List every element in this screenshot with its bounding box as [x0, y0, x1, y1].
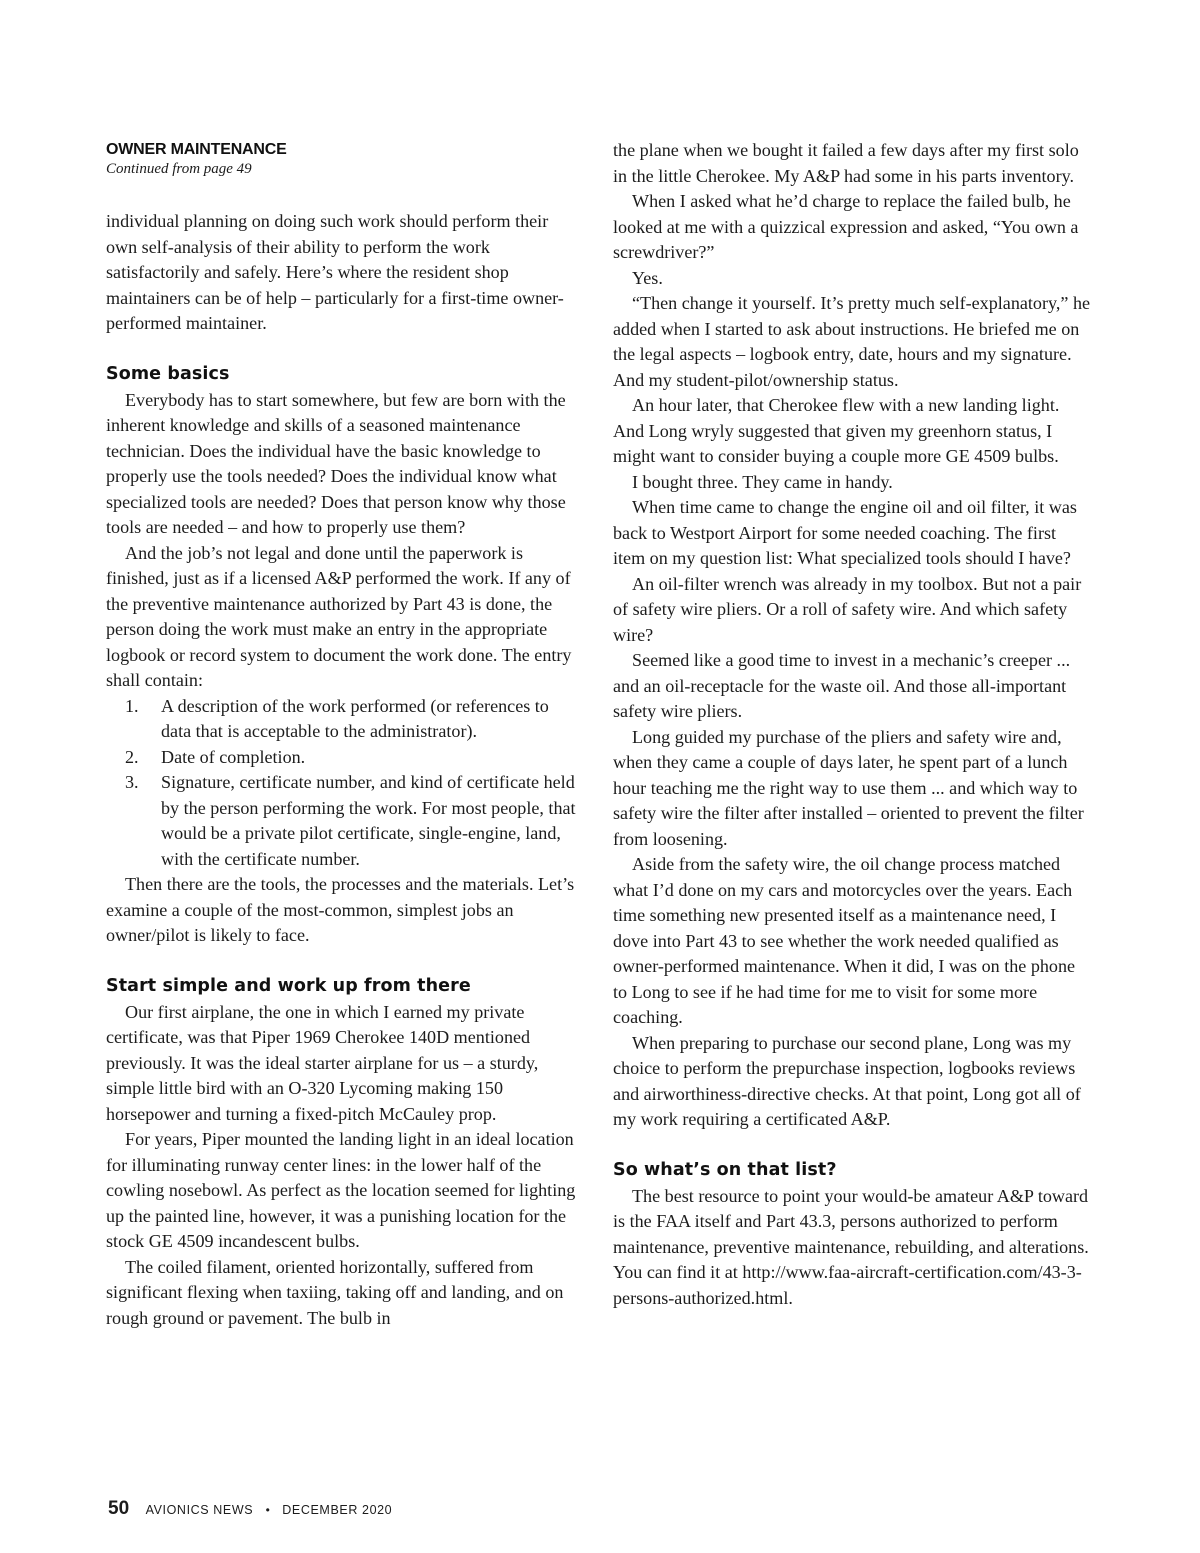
paragraph: Everybody has to start somewhere, but few are born with the inherent knowledge and skills of a seasoned maintenance technician. Does the individual have the basic knowledge to properly use the tools needed? Does the individual know what specialized tools are needed? Does that person know why those tools are needed – and how to properly use them? [106, 389, 566, 537]
list-item [106, 770, 582, 872]
issue-date: DECEMBER 2020 [282, 1503, 393, 1517]
section-label: OWNER MAINTENANCE [106, 141, 287, 158]
publication-name: AVIONICS NEWS [145, 1503, 254, 1517]
paragraph: An oil-filter wrench was already in my toolbox. But not a pair of safety wire pliers. Or a roll of safety wire. And which safety wire? [613, 573, 1082, 645]
list-item-number: 2. [125, 746, 139, 767]
paragraph: And the job’s not legal and done until the paperwork is finished, just as if a licensed A&P performed the work. If any of the preventive maintenance authorized by Part 43 is done, the person doing the work must make an entry in the appropriate logbook or record system to document the work done. The entry shall contain: [106, 542, 572, 690]
paragraph: When time came to change the engine oil and oil filter, it was back to Westport Airport for some needed coaching. The first item on my question list: What specialized tools should I have? [613, 497, 1077, 568]
page-footer [108, 1498, 392, 1520]
paragraph: When preparing to purchase our second plane, Long was my choice to perform the prepurchase inspection, logbooks reviews and airworthiness-directive checks. At that point, Long got all of my work requiring a certificated A&P. [613, 1032, 1081, 1129]
paragraph: Long guided my purchase of the pliers and safety wire and, when they came a couple of days later, he spent part of a lunch hour teaching me the right way to use them ... and which way to safety wire the filter after installed – oriented to prevent the filter from loosening. [613, 726, 1084, 849]
paragraph: Then there are the tools, the processes and the materials. Let’s examine a couple of the most-common, simplest jobs an owner/pilot is likely to face. [106, 874, 575, 945]
paragraph: When I asked what he’d charge to replace the failed bulb, he looked at me with a quizzical expression and asked, “You own a screwdriver?” [613, 191, 1079, 262]
paragraph: The coiled filament, oriented horizontally, suffered from significant flexing when taxiing, taking off and landing, and on rough ground or pavement. The bulb in [106, 1256, 564, 1328]
subheading-start-simple: Start simple and work up from there [106, 976, 471, 996]
right-column [613, 138, 1091, 1311]
list-item-text: A description of the work performed (or references to data that is acceptable to the administrator). [161, 695, 549, 741]
list-item [106, 694, 582, 745]
left-column [106, 138, 582, 1331]
paragraph: Seemed like a good time to invest in a mechanic’s creeper ... and an oil-receptacle for the waste oil. And those all-important safety wire pliers. [613, 650, 1071, 721]
list-item [106, 745, 582, 771]
paragraph: the plane when we bought it failed a few days after my first solo in the little Cherokee. My A&P had some in his parts inventory. [613, 140, 1079, 186]
paragraph: individual planning on doing such work should perform their own self-analysis of their ability to perform the work satisfactorily and safely. Here’s where the resident shop maintainers can be of help – particularly for a first-time owner-performed maintainer. [106, 211, 564, 333]
paragraph: “Then change it yourself. It’s pretty much self-explanatory,” he added when I started to ask about instructions. He briefed me on the legal aspects – logbook entry, date, hours and my signature. And my student-pilot/ownership status. [613, 293, 1091, 390]
list-item-number: 1. [125, 695, 139, 716]
list-item-text: Signature, certificate number, and kind of certificate held by the person performing the work. For most people, that would be a private pilot certificate, single-engine, land, with the certificate number. [161, 772, 576, 869]
list-item-text: Date of completion. [161, 746, 306, 767]
paragraph: The best resource to point your would-be amateur A&P toward is the FAA itself and Part 43.3, persons authorized to perform maintenance, preventive maintenance, rebuilding, and alterations. You can find it at http://www.faa-aircraft-certification.com/43-3-persons-authorized.html. [613, 1185, 1089, 1308]
paragraph: For years, Piper mounted the landing light in an ideal location for illuminating runway center lines: in the lower half of the cowling nosebowl. As perfect as the location seemed for lighting up the painted line, however, it was a punishing location for the stock GE 4509 incandescent bulbs. [106, 1129, 576, 1251]
page-number: 50 [108, 1498, 130, 1519]
footer-separator: • [265, 1503, 270, 1517]
subheading-some-basics: Some basics [106, 364, 230, 384]
paragraph: Aside from the safety wire, the oil change process matched what I’d done on my cars and motorcycles over the years. Each time something new presented itself as a maintenance need, I dove into Part 43 to see whether the work needed qualified as owner-performed maintenance. When it did, I was on the phone to Long to see if he had time for me to visit for some more coaching. [613, 854, 1076, 1027]
paragraph: Our first airplane, the one in which I earned my private certificate, was that Piper 1969 Cherokee 140D mentioned previously. It was the ideal starter airplane for us – a sturdy, simple little bird with an O-320 Lycoming making 150 horsepower and turning a fixed-pitch McCauley prop. [106, 1001, 539, 1124]
paragraph: I bought three. They came in handy. [632, 471, 893, 492]
list-item-number: 3. [125, 772, 139, 792]
paragraph: Yes. [632, 267, 663, 288]
continued-note: Continued from page 49 [106, 161, 252, 177]
subheading-whats-on-list: So what’s on that list? [613, 1160, 837, 1180]
paragraph: An hour later, that Cherokee flew with a new landing light. And Long wryly suggested that given my greenhorn status, I might want to consider buying a couple more GE 4509 bulbs. [613, 395, 1060, 466]
logbook-entry-list [106, 694, 582, 873]
